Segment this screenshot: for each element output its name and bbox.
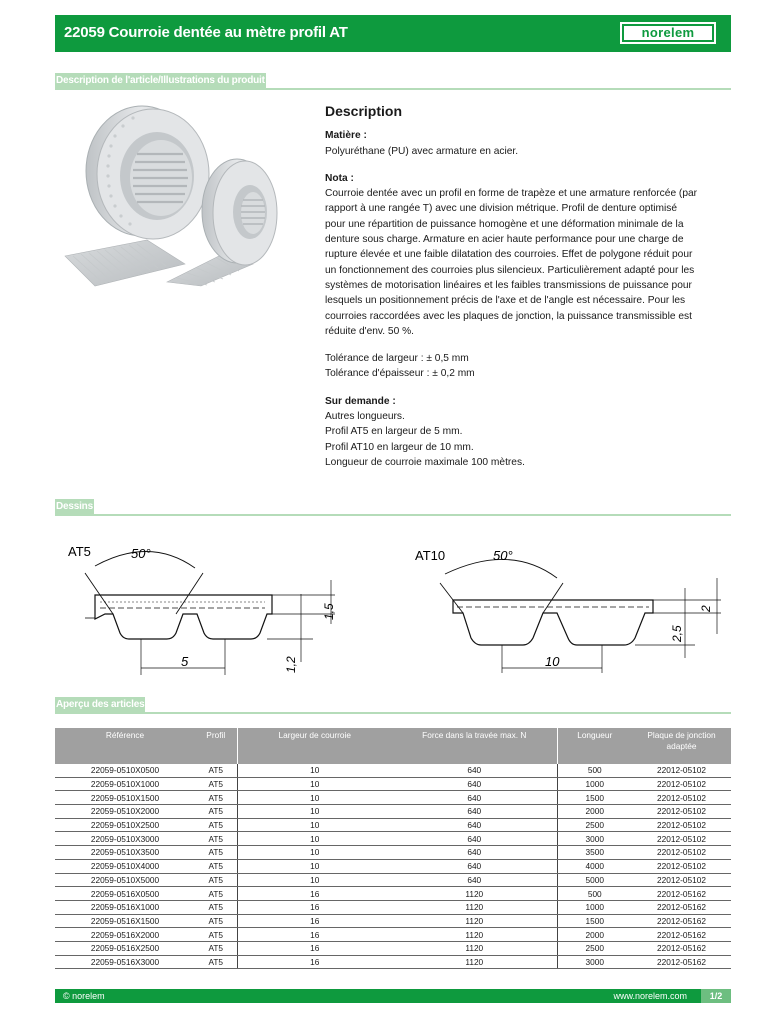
cell-plate: 22012-05102: [632, 818, 731, 832]
cell-plate: 22012-05102: [632, 832, 731, 846]
at5-tooth: 1,2: [284, 656, 298, 673]
col-header-length: Longueur: [557, 728, 632, 764]
table-row: [55, 791, 731, 805]
cell-reference: 22059-0510X1000: [55, 777, 195, 791]
cell-reference: 22059-0516X1500: [55, 914, 195, 928]
table-row: [55, 818, 731, 832]
cell-profile: AT5: [195, 941, 237, 955]
note-line: rupture élevée et une faible dilatation des courroies. Effet de polygone réduit pour: [325, 249, 693, 261]
cell-profile: AT5: [195, 873, 237, 887]
cell-width: 16: [237, 928, 392, 942]
cell-reference: 22059-0510X4000: [55, 859, 195, 873]
header-bar: [55, 15, 731, 52]
cell-plate: 22012-05162: [632, 914, 731, 928]
cell-plate: 22012-05102: [632, 764, 731, 777]
footer-bar: [55, 989, 731, 1003]
at10-height: 2: [699, 605, 713, 612]
tolerance-thickness: Tolérance d'épaisseur : ± 0,2 mm: [325, 368, 475, 380]
section-label-overview: Aperçu des articles: [56, 699, 145, 710]
cell-width: 16: [237, 900, 392, 914]
cell-width: 10: [237, 777, 392, 791]
note-label: Nota :: [325, 172, 354, 184]
table-row: [55, 914, 731, 928]
cell-width: 16: [237, 914, 392, 928]
cell-reference: 22059-0510X3500: [55, 846, 195, 860]
at10-tooth: 2,5: [670, 625, 684, 642]
cell-force: 640: [392, 777, 557, 791]
section-label-description: Description de l'article/Illustrations du produit: [56, 75, 265, 86]
cell-reference: 22059-0510X2500: [55, 818, 195, 832]
cell-length: 2500: [557, 818, 632, 832]
col-header-width: Largeur de courroie: [237, 728, 392, 764]
cell-reference: 22059-0516X3000: [55, 955, 195, 969]
col-header-profile: Profil: [195, 728, 237, 764]
at5-profile-drawing: [55, 528, 355, 678]
cell-reference: 22059-0510X3000: [55, 832, 195, 846]
table-row: [55, 955, 731, 969]
cell-width: 10: [237, 832, 392, 846]
note-line: pour une répartition de puissance homogène et une déformation minimale de la: [325, 218, 684, 230]
cell-width: 16: [237, 887, 392, 901]
note-line: lesquels un positionnement précis de l'axe et de l'angle est nécessaire. Pour les: [325, 295, 686, 307]
cell-width: 10: [237, 764, 392, 777]
cell-force: 1120: [392, 914, 557, 928]
table-row: [55, 928, 731, 942]
note-line: réduite d'env. 50 %.: [325, 325, 414, 337]
cell-width: 10: [237, 791, 392, 805]
cell-width: 16: [237, 941, 392, 955]
table-row: [55, 777, 731, 791]
cell-force: 640: [392, 846, 557, 860]
cell-force: 640: [392, 859, 557, 873]
cell-plate: 22012-05102: [632, 805, 731, 819]
note-line: un fonctionnement des courroies plus silencieux. Particulièrement adapté pour les: [325, 264, 695, 276]
cell-length: 500: [557, 764, 632, 777]
cell-width: 10: [237, 818, 392, 832]
cell-plate: 22012-05102: [632, 777, 731, 791]
cell-plate: 22012-05102: [632, 846, 731, 860]
cell-length: 1500: [557, 791, 632, 805]
tolerance-width: Tolérance de largeur : ± 0,5 mm: [325, 353, 469, 365]
cell-force: 640: [392, 791, 557, 805]
col-header-reference: Référence: [55, 728, 195, 764]
cell-length: 2000: [557, 805, 632, 819]
cell-width: 10: [237, 873, 392, 887]
on-request-line: Profil AT10 en largeur de 10 mm.: [325, 441, 474, 453]
cell-profile: AT5: [195, 914, 237, 928]
cell-profile: AT5: [195, 777, 237, 791]
cell-force: 1120: [392, 900, 557, 914]
cell-width: 16: [237, 955, 392, 969]
cell-profile: AT5: [195, 791, 237, 805]
cell-force: 1120: [392, 955, 557, 969]
cell-reference: 22059-0516X2000: [55, 928, 195, 942]
note-line: systèmes de motorisation linéaires et les faibles transmissions de puissance pour: [325, 279, 692, 291]
table-row: [55, 887, 731, 901]
cell-profile: AT5: [195, 928, 237, 942]
table-row: [55, 900, 731, 914]
cell-length: 1500: [557, 914, 632, 928]
description-heading: Description: [325, 103, 403, 119]
cell-plate: 22012-05102: [632, 873, 731, 887]
footer-copyright: © norelem: [63, 991, 105, 1001]
material-text: Polyuréthane (PU) avec armature en acier.: [325, 145, 519, 157]
cell-width: 10: [237, 859, 392, 873]
table-row: [55, 805, 731, 819]
cell-profile: AT5: [195, 818, 237, 832]
cell-plate: 22012-05162: [632, 900, 731, 914]
description-block: [325, 104, 725, 470]
cell-force: 640: [392, 805, 557, 819]
cell-profile: AT5: [195, 859, 237, 873]
cell-reference: 22059-0510X5000: [55, 873, 195, 887]
table-row: [55, 859, 731, 873]
table-row: [55, 846, 731, 860]
table-row: [55, 873, 731, 887]
page-title: 22059 Courroie dentée au mètre profil AT: [64, 24, 348, 41]
material-label: Matière :: [325, 130, 367, 142]
cell-length: 1000: [557, 777, 632, 791]
cell-profile: AT5: [195, 764, 237, 777]
cell-length: 3500: [557, 846, 632, 860]
cell-reference: 22059-0510X2000: [55, 805, 195, 819]
section-label-drawings: Dessins: [56, 501, 93, 512]
note-line: Courroie dentée avec un profil en forme de trapèze et une armature renforcée (par: [325, 188, 698, 200]
cell-force: 640: [392, 764, 557, 777]
cell-plate: 22012-05102: [632, 859, 731, 873]
cell-profile: AT5: [195, 887, 237, 901]
col-header-force: Force dans la travée max. N: [392, 728, 557, 764]
cell-length: 1000: [557, 900, 632, 914]
cell-force: 1120: [392, 941, 557, 955]
footer-url-link[interactable]: www.norelem.com: [613, 991, 687, 1001]
cell-profile: AT5: [195, 832, 237, 846]
product-image: [55, 96, 315, 296]
cell-plate: 22012-05162: [632, 887, 731, 901]
cell-width: 10: [237, 846, 392, 860]
at10-profile-drawing: [405, 538, 725, 678]
cell-length: 2000: [557, 928, 632, 942]
on-request-label: Sur demande :: [325, 395, 396, 407]
cell-plate: 22012-05162: [632, 955, 731, 969]
at10-angle: 50°: [493, 548, 513, 563]
articles-table: [55, 728, 731, 969]
cell-reference: 22059-0516X1000: [55, 900, 195, 914]
cell-profile: AT5: [195, 955, 237, 969]
on-request-line: Profil AT5 en largeur de 5 mm.: [325, 426, 463, 438]
cell-reference: 22059-0516X2500: [55, 941, 195, 955]
note-line: courroies raccordées avec les plaques de jonction, la puissance transmissible est: [325, 310, 692, 322]
cell-profile: AT5: [195, 900, 237, 914]
at10-pitch: 10: [545, 654, 560, 669]
cell-plate: 22012-05102: [632, 791, 731, 805]
cell-force: 640: [392, 818, 557, 832]
on-request-line: Autres longueurs.: [325, 411, 405, 423]
at5-pitch: 5: [181, 654, 189, 669]
page-number: 1/2: [701, 989, 731, 1003]
cell-length: 3000: [557, 832, 632, 846]
cell-force: 640: [392, 832, 557, 846]
col-header-plate: Plaque de jonction adaptée: [632, 728, 731, 764]
cell-force: 1120: [392, 928, 557, 942]
table-row: [55, 941, 731, 955]
cell-reference: 22059-0516X0500: [55, 887, 195, 901]
cell-width: 10: [237, 805, 392, 819]
norelem-logo: norelem: [620, 22, 716, 44]
cell-force: 1120: [392, 887, 557, 901]
cell-plate: 22012-05162: [632, 941, 731, 955]
cell-length: 4000: [557, 859, 632, 873]
at5-label: AT5: [68, 544, 91, 559]
cell-reference: 22059-0510X1500: [55, 791, 195, 805]
cell-length: 5000: [557, 873, 632, 887]
section-divider: [55, 712, 731, 714]
cell-length: 3000: [557, 955, 632, 969]
at5-height: 1,5: [322, 603, 336, 620]
at5-angle: 50°: [131, 546, 151, 561]
on-request-line: Longueur de courroie maximale 100 mètres.: [325, 456, 525, 468]
section-divider: [55, 88, 731, 90]
cell-length: 2500: [557, 941, 632, 955]
section-divider: [55, 514, 731, 516]
cell-force: 640: [392, 873, 557, 887]
table-row: [55, 764, 731, 777]
table-row: [55, 832, 731, 846]
cell-length: 500: [557, 887, 632, 901]
cell-reference: 22059-0510X0500: [55, 764, 195, 777]
note-line: denture sous charge. Armature en acier haute performance pour une charge de: [325, 234, 684, 246]
note-line: rapport à une rangée T) avec une division métrique. Profil de denture optimisé: [325, 203, 678, 215]
at10-label: AT10: [415, 548, 446, 563]
cell-plate: 22012-05162: [632, 928, 731, 942]
cell-profile: AT5: [195, 805, 237, 819]
cell-profile: AT5: [195, 846, 237, 860]
table-header-row: [55, 728, 731, 764]
